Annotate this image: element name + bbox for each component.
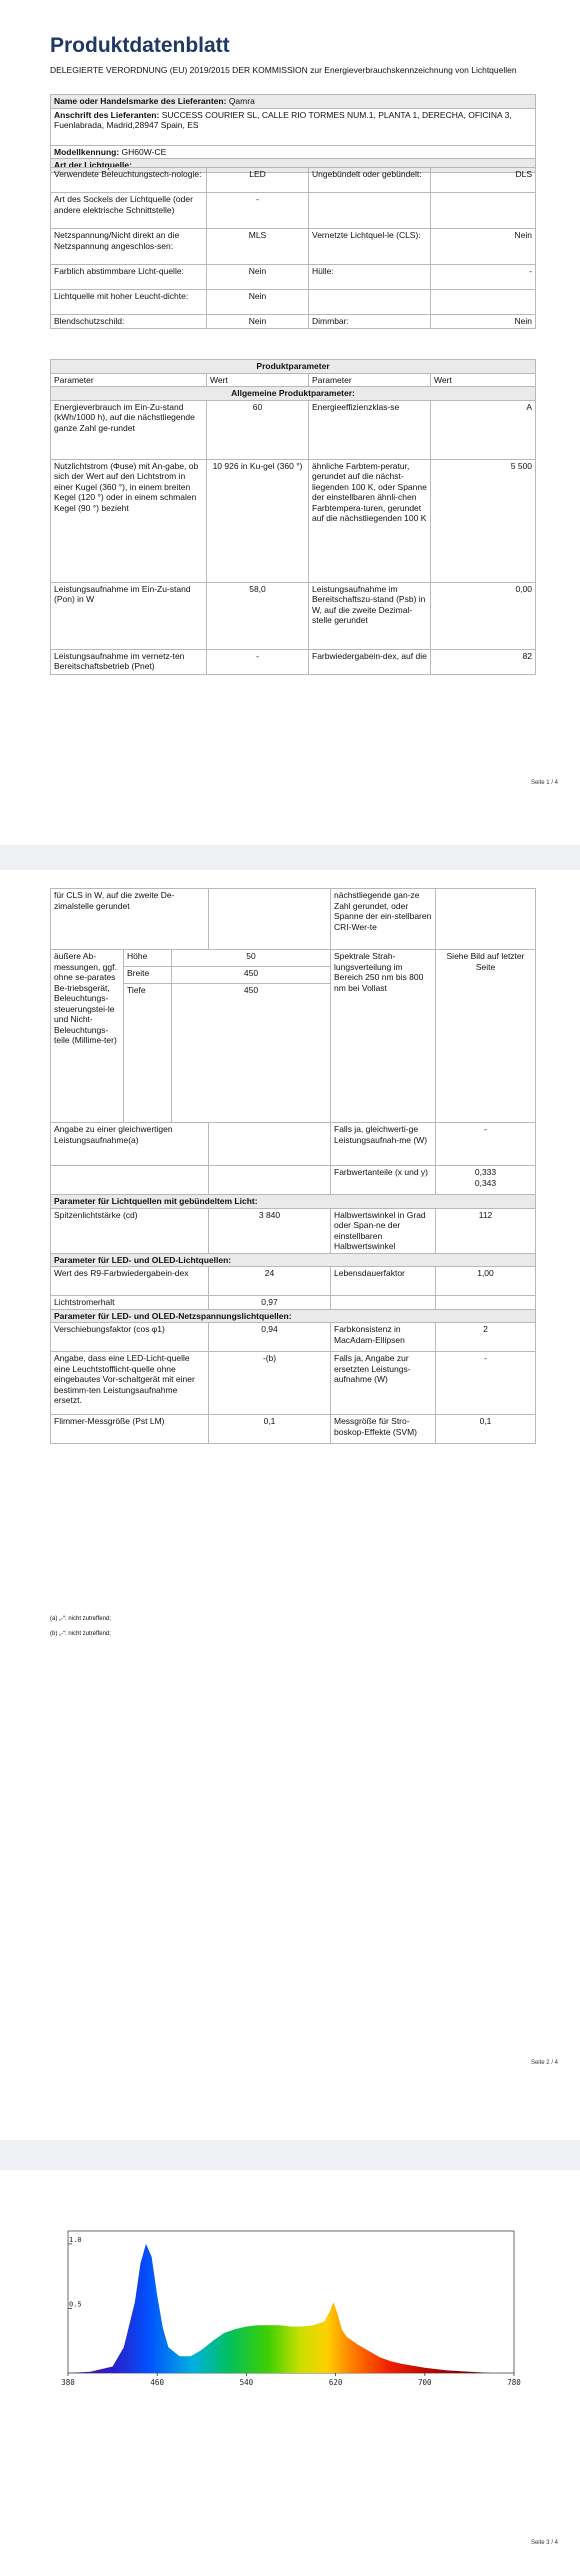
product-params-table: [50, 359, 536, 675]
dim-height-value: 50: [172, 950, 331, 967]
survival-factor-label: Lebensdauerfaktor: [331, 1267, 436, 1296]
product_params-row-0-col-b: 60: [207, 400, 309, 459]
light_type-row-4-col-c: [309, 290, 431, 315]
displacement-factor-value: 0,94: [209, 1323, 331, 1352]
lumen-maintenance-value: 0,97: [209, 1296, 331, 1310]
params-continued-table: [50, 888, 536, 1444]
empty-cell: [209, 889, 331, 950]
macadam-value: 2: [436, 1323, 536, 1352]
product-params-heading: Produktparameter: [51, 360, 536, 374]
r9-value: 24: [209, 1267, 331, 1296]
empty-cell: [209, 1123, 331, 1166]
dim-depth-label: Tiefe: [124, 984, 172, 1123]
beam-angle-value: 112: [436, 1208, 536, 1253]
spectral-distribution-label: Spektrale Strah-lungsverteilung im Bereich 250 nm bis 800 nm bei Vollast: [331, 950, 436, 1123]
product_params-row-2-col-c: Leistungsaufnahme im Bereitschaftszu-stand (Psb) in W, auf die zweite Dezimal-stelle gerundet: [309, 582, 431, 649]
product_params-row-0-col-a: Energieverbrauch im Ein-Zu-stand (kWh/1000 h), auf die nächstliegende ganze Zahl ge-rundet: [51, 400, 207, 459]
product_params-row-1-col-d: 5 500: [431, 459, 536, 582]
replacement-claim-value: -(b): [209, 1352, 331, 1415]
equiv-power-if-yes: Falls ja, gleichwerti-ge Leistungsaufnah-me (W): [331, 1123, 436, 1166]
col-header-value: Wert: [207, 373, 309, 387]
footnote-b: (b) „-“: nicht zutreffend;: [50, 1631, 111, 1637]
replacement-power-value: -: [436, 1352, 536, 1415]
dim-width-value: 450: [172, 967, 331, 984]
equiv-power-label: Angabe zu einer gleichwertigen Leistungsaufnahme(a): [51, 1123, 209, 1166]
regulation-subtitle: DELEGIERTE VERORDNUNG (EU) 2019/2015 DER KOMMISSION zur Energieverbrauchskennzeichnung von Lichtquellen: [50, 65, 517, 75]
y-tick-label: 0.5: [69, 2300, 82, 2309]
lumen-maintenance-label: Lichtstromerhalt: [51, 1296, 209, 1310]
x-tick-label: 620: [328, 2378, 343, 2387]
light_type-row-2-col-b: MLS: [207, 229, 309, 265]
peak-intensity-label: Spitzenlichtstärke (cd): [51, 1208, 209, 1253]
y-tick-label: 1.0: [69, 2235, 82, 2244]
product_params-row-0-col-c: Energieeffizienzklas-se: [309, 400, 431, 459]
chromaticity-label: Farbwertanteile (x und y): [331, 1166, 436, 1195]
light_type-row-5-col-b: Nein: [207, 315, 309, 329]
light_type-row-1-col-d: [431, 193, 536, 229]
dim-height-label: Höhe: [124, 950, 172, 967]
x-tick-label: 780: [507, 2378, 521, 2387]
x-tick-label: 700: [418, 2378, 432, 2387]
peak-intensity-value: 3 840: [209, 1208, 331, 1253]
light_type-row-1-col-a: Art des Sockels der Lichtquelle (oder andere elektrische Schnittstelle): [51, 193, 207, 229]
light_type-row-3-col-b: Nein: [207, 265, 309, 290]
empty-cell: [209, 1166, 331, 1195]
macadam-label: Farbkonsistenz in MacAdam-Ellipsen: [331, 1323, 436, 1352]
cri-label-cont: nächstliegende gan-ze Zahl gerundet, oder Spanne der ein-stellbaren CRI-Wer-te: [331, 889, 436, 950]
stroboscopic-label: Messgröße für Stro-boskop-Effekte (SVM): [331, 1415, 436, 1444]
mains-heading: Parameter für LED- und OLED-Netzspannungslichtquellen:: [51, 1309, 536, 1323]
supplier-table: [50, 94, 536, 173]
page-number: Seite 1 / 4: [530, 780, 558, 786]
stroboscopic-value: 0,1: [436, 1415, 536, 1444]
r9-label: Wert des R9-Farbwiedergabein-dex: [51, 1267, 209, 1296]
light_type-row-5-col-a: Blendschutzschild:: [51, 315, 207, 329]
light_type-row-5-col-c: Dimmbar:: [309, 315, 431, 329]
col-header-value-2: Wert: [431, 373, 536, 387]
x-tick-label: 540: [239, 2378, 254, 2387]
chromaticity-values: 0,333 0,343: [436, 1166, 536, 1195]
col-header-parameter-2: Parameter: [309, 373, 431, 387]
product_params-row-3-col-b: -: [207, 649, 309, 674]
dimensions-label: äußere Ab-messungen, ggf. ohne se-parates Be-triebsgerät, Beleuchtungs-steuerungstei-le und Nicht-Beleuchtungs-teile (Millime-ter): [51, 950, 124, 1123]
product_params-row-2-col-a: Leistungsaufnahme im Ein-Zu-stand (Pon) in W: [51, 582, 207, 649]
footnote-a: (a) „-“: nicht zutreffend;: [50, 1616, 111, 1622]
product_params-row-3-col-c: Farbwiedergabein-dex, auf die: [309, 649, 431, 674]
page-number: Seite 2 / 4: [530, 2060, 558, 2066]
light-type-heading: Art der Lichtquelle:: [51, 159, 536, 173]
equiv-power-value: -: [436, 1123, 536, 1166]
supplier-address-cell: Anschrift des Lieferanten: SUCCESS COURIER SL, CALLE RIO TORMES NUM.1, PLANTA 1, DERECHA, OFICINA 3, Fuenlabrada, Madrid,28947 Spain, ES: [51, 108, 536, 145]
spectrum-svg: [52, 2225, 524, 2400]
light_type-row-0-col-c: Ungebündelt oder gebündelt:: [309, 168, 431, 193]
supplier-name-cell: Name oder Handelsmarke des Lieferanten: Qamra: [51, 95, 536, 109]
replacement-power-label: Falls ja, Angabe zur ersetzten Leistungs-aufnahme (W): [331, 1352, 436, 1415]
empty-cell: [436, 1296, 536, 1310]
product_params-row-1-col-c: ähnliche Farbtem-peratur, gerundet auf die nächst-liegenden 100 K, oder Spanne der einstellbaren ähnli-chen Farbtempera-turen, gerundet auf die nächstliegenden 100 K: [309, 459, 431, 582]
x-tick-label: 460: [150, 2378, 164, 2387]
general-params-heading: Allgemeine Produktparameter:: [51, 387, 536, 401]
product_params-row-3-col-d: 82: [431, 649, 536, 674]
empty-cell: [436, 889, 536, 950]
light_type-row-5-col-d: Nein: [431, 315, 536, 329]
product_params-row-1-col-b: 10 926 in Ku-gel (360 °): [207, 459, 309, 582]
light_type-row-4-col-a: Lichtquelle mit hoher Leucht-dichte:: [51, 290, 207, 315]
dim-width-label: Breite: [124, 967, 172, 984]
datasheet-page-1: [0, 0, 580, 845]
product_params-row-2-col-d: 0,00: [431, 582, 536, 649]
light_type-row-1-col-c: [309, 193, 431, 229]
light-type-table: [50, 167, 536, 329]
flicker-label: Flimmer-Messgröße (Pst LM): [51, 1415, 209, 1444]
model-id-cell: Modellkennung: GH60W-CE: [51, 145, 536, 159]
flicker-value: 0,1: [209, 1415, 331, 1444]
product_params-row-0-col-d: A: [431, 400, 536, 459]
page-title: Produktdatenblatt: [50, 34, 230, 57]
light_type-row-4-col-d: [431, 290, 536, 315]
page-number: Seite 3 / 4: [530, 2540, 558, 2546]
dim-depth-value: 450: [172, 984, 331, 1123]
led-heading: Parameter für LED- und OLED-Lichtquellen:: [51, 1253, 536, 1267]
product_params-row-1-col-a: Nutzlichtstrom (Φuse) mit An-gabe, ob sich der Wert auf den Lichtstrom in einer Kugel (360 °), in einem breiten Kegel (120 °) oder in einem schmalen Kegel (90 °) bezieht: [51, 459, 207, 582]
datasheet-page-2: [0, 870, 580, 2140]
empty-cell: [51, 1166, 209, 1195]
light_type-row-3-col-d: -: [431, 265, 536, 290]
light_type-row-2-col-c: Vernetzte Lichtquel-le (CLS):: [309, 229, 431, 265]
cls-power-cont: für CLS in W, auf die zweite De-zimalstelle gerundet: [51, 889, 209, 950]
displacement-factor-label: Verschiebungsfaktor (cos φ1): [51, 1323, 209, 1352]
product_params-row-2-col-b: 58,0: [207, 582, 309, 649]
light_type-row-0-col-b: LED: [207, 168, 309, 193]
survival-factor-value: 1,00: [436, 1267, 536, 1296]
light_type-row-3-col-c: Hülle:: [309, 265, 431, 290]
light_type-row-2-col-a: Netzspannung/Nicht direkt an die Netzspannung angeschlos-sen:: [51, 229, 207, 265]
light_type-row-4-col-b: Nein: [207, 290, 309, 315]
col-header-parameter: Parameter: [51, 373, 207, 387]
product_params-row-3-col-a: Leistungsaufnahme im vernetz-ten Bereitschaftsbetrieb (Pnet): [51, 649, 207, 674]
spectral-distribution-chart: [52, 2225, 524, 2400]
replacement-claim-label: Angabe, dass eine LED-Licht-quelle eine Leuchtstofflicht-quelle ohne eingebautes Vor-schaltgerät mit einer bestimm-ten Leistungsaufnahme ersetzt.: [51, 1352, 209, 1415]
beam-angle-label: Halbwertswinkel in Grad oder Span-ne der einstellbaren Halbwertswinkel: [331, 1208, 436, 1253]
empty-cell: [331, 1296, 436, 1310]
light_type-row-3-col-a: Farblich abstimmbare Licht-quelle:: [51, 265, 207, 290]
light_type-row-2-col-d: Nein: [431, 229, 536, 265]
spectral-distribution-value: Siehe Bild auf letzter Seite: [436, 950, 536, 1123]
x-tick-label: 380: [61, 2378, 75, 2387]
light_type-row-0-col-a: Verwendete Beleuchtungstech-nologie:: [51, 168, 207, 193]
light_type-row-0-col-d: DLS: [431, 168, 536, 193]
light_type-row-1-col-b: -: [207, 193, 309, 229]
directional-heading: Parameter für Lichtquellen mit gebündeltem Licht:: [51, 1195, 536, 1209]
